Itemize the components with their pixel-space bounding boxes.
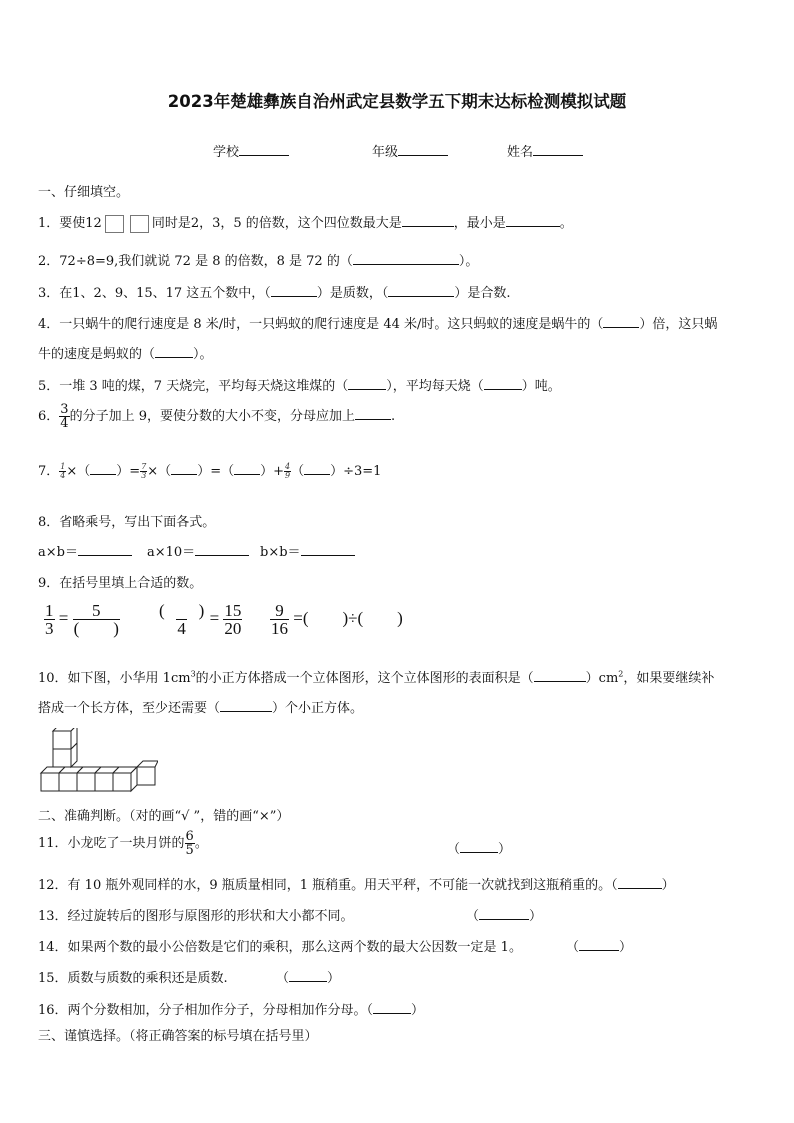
superscript: 2 xyxy=(618,669,624,679)
question-5 xyxy=(38,375,561,394)
q10-text-a: 10．如下图，小华用 1cm xyxy=(38,671,191,686)
q16-text-b: ） xyxy=(411,1003,425,1018)
school-label: 学校 xyxy=(213,145,240,160)
answer-blank[interactable] xyxy=(234,462,260,475)
q3-text-b: ）是质数，（ xyxy=(316,286,389,301)
answer-blank[interactable] xyxy=(373,1001,411,1014)
q15-text-a: 15．质数与质数的乘积还是质数. xyxy=(38,971,228,986)
answer-blank[interactable] xyxy=(304,462,330,475)
q7-text-h: ）÷3=1 xyxy=(330,464,382,479)
fraction-15-20 xyxy=(223,602,242,637)
cube-figure xyxy=(38,728,158,796)
answer-blank[interactable] xyxy=(348,377,386,390)
fraction-3-4 xyxy=(59,403,69,430)
fraction-denominator: 4 xyxy=(60,416,69,431)
q5-text-b: ），平均每天烧（ xyxy=(386,379,484,394)
fraction-numerator: 1 xyxy=(45,601,54,620)
name-blank[interactable] xyxy=(533,143,583,156)
paren-open: （ xyxy=(566,940,580,955)
question-12 xyxy=(38,874,675,893)
q9-equation-3 xyxy=(270,602,403,637)
fraction-numerator: 6 xyxy=(185,829,194,844)
fraction-9-16 xyxy=(270,602,289,637)
fraction-numerator: 3 xyxy=(60,402,69,417)
fraction-numerator: 4 xyxy=(285,462,291,471)
q1-text-a: 1．要使12 xyxy=(38,216,102,231)
q7-text-a: 7． xyxy=(38,464,60,479)
q14-text-a: 14．如果两个数的最小公倍数是它们的乘积，那么这两个数的最大公因数一定是 1。 xyxy=(38,940,522,955)
fraction-denominator: 3 xyxy=(45,619,54,638)
q6-text-b: 的分子加上 9，要使分数的大小不变，分母应加上 xyxy=(69,409,355,424)
digit-box[interactable] xyxy=(130,215,149,233)
fraction-5-blank[interactable] xyxy=(73,602,120,637)
expr-label: b×b＝ xyxy=(260,545,301,560)
grade-field xyxy=(372,141,448,160)
q7-text-e: ）=（ xyxy=(197,464,235,479)
division-blanks[interactable]: =( )÷( ) xyxy=(293,608,403,628)
cube xyxy=(53,728,77,749)
q7-text-d: ×（ xyxy=(147,464,172,479)
paren-open: （ xyxy=(466,909,480,924)
equals-sign: = xyxy=(58,608,69,628)
q2-text-b: ）。 xyxy=(458,254,479,269)
name-field xyxy=(507,141,583,160)
answer-blank[interactable] xyxy=(78,543,132,556)
fraction-denominator: 5 xyxy=(185,843,194,858)
answer-blank[interactable] xyxy=(271,284,317,297)
fraction-numerator: 5 xyxy=(92,601,101,620)
question-14 xyxy=(38,936,522,955)
q10-text-c: ）cm xyxy=(585,671,619,686)
grade-blank[interactable] xyxy=(398,143,448,156)
answer-blank[interactable] xyxy=(355,407,391,420)
fraction-denominator: 4 xyxy=(60,471,66,480)
answer-blank[interactable] xyxy=(90,462,116,475)
q1-text-b: 同时是2，3，5 的倍数，这个四位数最大是 xyxy=(151,216,402,231)
q4-text-c: 牛的速度是蚂蚁的（ xyxy=(38,347,156,362)
fraction-denominator: 20 xyxy=(224,619,242,638)
question-16 xyxy=(38,999,424,1018)
question-6 xyxy=(38,403,395,430)
question-8-expr-3 xyxy=(260,541,355,560)
page-title: 2023年楚雄彝族自治州武定县数学五下期末达标检测模拟试题 xyxy=(167,92,627,111)
q4-text-d: ）。 xyxy=(193,347,213,362)
fraction-6-5 xyxy=(185,830,195,857)
q7-text-f: ）+ xyxy=(260,464,284,479)
q5-text-c: ）吨。 xyxy=(521,379,561,394)
section-heading-1: 一、仔细填空。 xyxy=(38,185,130,200)
fraction-numerator-blank[interactable]: ( ) xyxy=(159,601,205,620)
q3-text-c: ）是合数. xyxy=(454,286,511,301)
q11-text-a: 11．小龙吃了一块月饼的 xyxy=(38,836,185,851)
answer-blank[interactable] xyxy=(195,543,249,556)
q7-text-c: ）= xyxy=(116,464,141,479)
answer-blank[interactable] xyxy=(603,315,639,328)
answer-blank[interactable] xyxy=(171,462,197,475)
answer-blank[interactable] xyxy=(388,284,454,297)
q10-text-e: 搭成一个长方体，至少还需要（ xyxy=(38,701,221,716)
answer-blank[interactable] xyxy=(301,543,355,556)
section-heading-3: 三、谨慎选择。（将正确答案的标号填在括号里） xyxy=(38,1029,318,1044)
question-8: 8．省略乘号，写出下面各式。 xyxy=(38,515,216,530)
question-3 xyxy=(38,282,510,301)
answer-blank[interactable] xyxy=(460,840,498,853)
q9-equation-2 xyxy=(158,602,242,637)
fraction-denominator: 4 xyxy=(177,619,186,638)
fraction-denominator: 16 xyxy=(271,619,288,638)
question-10-line-1 xyxy=(38,667,714,686)
q1-text-d: 。 xyxy=(559,216,573,231)
answer-blank[interactable] xyxy=(618,876,662,889)
q14-answer[interactable] xyxy=(566,936,632,955)
q10-text-d: ，如果要继续补 xyxy=(623,671,715,686)
q11-answer[interactable] xyxy=(447,838,511,857)
school-field xyxy=(213,141,289,160)
answer-blank[interactable] xyxy=(579,938,619,951)
section-heading-2: 二、准确判断。（对的画“√ ”，错的画“×”） xyxy=(38,809,290,824)
grade-label: 年级 xyxy=(372,145,399,160)
q13-text-a: 13．经过旋转后的图形与原图形的形状和大小都不同。 xyxy=(38,909,354,924)
q2-text-a: 2．72÷8=9,我们就说 72 是 8 的倍数，8 是 72 的（ xyxy=(38,254,353,269)
question-8-expr-1 xyxy=(38,541,132,560)
fraction-denominator-blank[interactable]: ( ) xyxy=(73,619,119,638)
fraction-numerator: 7 xyxy=(141,462,147,471)
q9-equation-1 xyxy=(44,602,120,637)
answer-blank[interactable] xyxy=(220,699,272,712)
fraction-1-3 xyxy=(44,602,55,637)
paren-close: ） xyxy=(619,940,633,955)
question-4-line-1 xyxy=(38,313,717,332)
q10-text-b: 的小正方体搭成一个立体图形，这个立体图形的表面积是（ xyxy=(195,671,534,686)
equals-sign: = xyxy=(209,608,220,628)
paren-open: （ xyxy=(276,971,290,986)
name-label: 姓名 xyxy=(507,145,534,160)
school-blank[interactable] xyxy=(239,143,289,156)
paren-close: ） xyxy=(529,909,543,924)
question-4-line-2 xyxy=(38,343,213,362)
q7-text-g: （ xyxy=(291,464,305,479)
q15-answer[interactable] xyxy=(276,967,340,986)
q10-text-f: ）个小正方体。 xyxy=(272,701,364,716)
question-11 xyxy=(38,830,208,857)
q6-text-a: 6． xyxy=(38,409,60,424)
question-13 xyxy=(38,905,354,924)
question-9: 9．在括号里填上合适的数。 xyxy=(38,576,203,591)
q4-text-b: ）倍，这只蜗 xyxy=(639,317,718,332)
digit-box[interactable] xyxy=(105,215,124,233)
question-15 xyxy=(38,967,228,986)
q16-text-a: 16．两个分数相加，分子相加作分子，分母相加作分母。（ xyxy=(38,1003,374,1018)
question-10-line-2 xyxy=(38,697,363,716)
question-2 xyxy=(38,250,478,269)
q12-text-b: ） xyxy=(661,878,675,893)
fraction-denominator: 9 xyxy=(285,471,291,480)
answer-blank[interactable] xyxy=(353,252,459,265)
answer-blank[interactable] xyxy=(479,907,529,920)
answer-blank[interactable] xyxy=(155,345,193,358)
paren-open: （ xyxy=(447,842,461,857)
q4-text-a: 4．一只蜗牛的爬行速度是 8 米/时，一只蚂蚁的爬行速度是 44 米/时。这只蚂蚁的速度是蜗牛的（ xyxy=(38,317,604,332)
answer-blank[interactable] xyxy=(402,214,454,227)
question-8-expr-2 xyxy=(147,541,249,560)
q12-text-a: 12．有 10 瓶外观同样的水，9 瓶质量相同，1 瓶稍重。用天平秤，不可能一次就找到这瓶稍重的。（ xyxy=(38,878,618,893)
paren-close: ） xyxy=(327,971,341,986)
question-1 xyxy=(38,212,573,233)
fraction-numerator: 9 xyxy=(275,601,284,620)
fraction-numerator: 15 xyxy=(224,601,242,620)
q7-text-b: ×（ xyxy=(66,464,91,479)
q13-answer[interactable] xyxy=(466,905,542,924)
answer-blank[interactable] xyxy=(534,669,586,682)
q1-text-c: ，最小是 xyxy=(453,216,506,231)
q5-text-a: 5．一堆 3 吨的煤，7 天烧完，平均每天烧这堆煤的（ xyxy=(38,379,349,394)
superscript: 3 xyxy=(190,669,196,679)
answer-blank[interactable] xyxy=(506,214,560,227)
q3-text-a: 3．在1、2、9、15、17 这五个数中，（ xyxy=(38,286,271,301)
fraction-numerator: 1 xyxy=(60,462,66,471)
expr-label: a×b＝ xyxy=(38,545,78,560)
fraction-denominator: 3 xyxy=(141,471,147,480)
answer-blank[interactable] xyxy=(484,377,522,390)
fraction-blank-4[interactable] xyxy=(158,602,205,637)
paren-close: ） xyxy=(498,842,512,857)
question-7 xyxy=(38,460,381,480)
answer-blank[interactable] xyxy=(289,969,327,982)
expr-label: a×10＝ xyxy=(147,545,196,560)
q11-text-b: 。 xyxy=(194,836,208,851)
q6-text-c: . xyxy=(390,409,396,424)
cube xyxy=(137,761,158,785)
